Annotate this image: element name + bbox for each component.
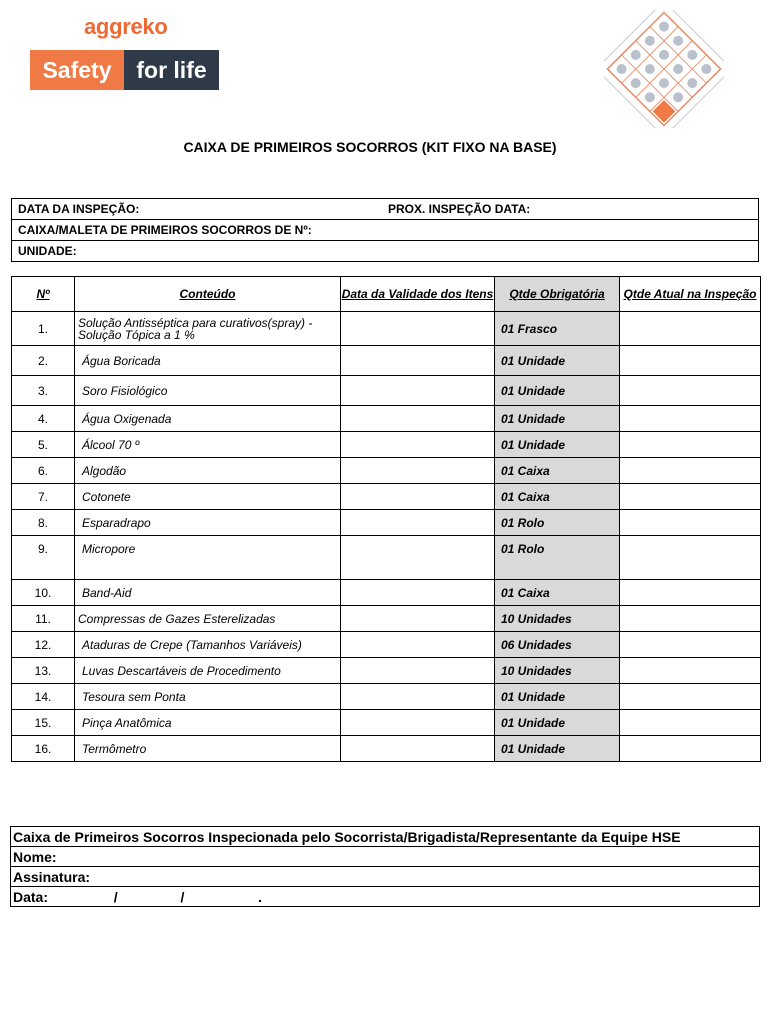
kit-contents-table xyxy=(11,276,761,762)
validity-cell[interactable] xyxy=(341,376,495,406)
table-row xyxy=(12,658,761,684)
table-row xyxy=(12,458,761,484)
row-item: Água Boricada xyxy=(75,346,341,376)
banner-right-text: for life xyxy=(124,50,219,90)
validity-cell[interactable] xyxy=(341,684,495,710)
actual-qty-cell[interactable] xyxy=(620,632,761,658)
actual-qty-cell[interactable] xyxy=(620,606,761,632)
inspection-date-label: DATA DA INSPEÇÃO: xyxy=(18,202,140,216)
kit-number-label: CAIXA/MALETA DE PRIMEIROS SOCORROS DE Nº: xyxy=(12,220,759,241)
date-blanks xyxy=(52,889,262,905)
row-required-qty: 10 Unidades xyxy=(495,606,620,632)
row-number: 2. xyxy=(12,346,75,376)
table-row xyxy=(12,312,761,346)
row-item: Ataduras de Crepe (Tamanhos Variáveis) xyxy=(75,632,341,658)
inspection-date-row xyxy=(12,199,759,220)
row-required-qty: 01 Unidade xyxy=(495,736,620,762)
validity-cell[interactable] xyxy=(341,312,495,346)
actual-qty-cell[interactable] xyxy=(620,484,761,510)
row-number: 4. xyxy=(12,406,75,432)
row-item: Algodão xyxy=(75,458,341,484)
table-row xyxy=(12,510,761,536)
row-required-qty: 01 Caixa xyxy=(495,580,620,606)
actual-qty-cell[interactable] xyxy=(620,432,761,458)
validity-cell[interactable] xyxy=(341,406,495,432)
brand-name: aggreko xyxy=(84,14,168,39)
actual-qty-cell[interactable] xyxy=(620,510,761,536)
row-number: 14. xyxy=(12,684,75,710)
signature-field[interactable] xyxy=(11,867,760,887)
validity-cell[interactable] xyxy=(341,346,495,376)
table-row xyxy=(12,346,761,376)
row-item: Água Oxigenada xyxy=(75,406,341,432)
signature-label: Assinatura: xyxy=(13,868,91,885)
row-required-qty: 01 Rolo xyxy=(495,510,620,536)
row-required-qty: 01 Unidade xyxy=(495,406,620,432)
table-row xyxy=(12,376,761,406)
actual-qty-cell[interactable] xyxy=(620,710,761,736)
name-field[interactable] xyxy=(11,847,760,867)
row-number: 13. xyxy=(12,658,75,684)
row-number: 10. xyxy=(12,580,75,606)
date-separator: / xyxy=(180,888,185,905)
actual-qty-cell[interactable] xyxy=(620,312,761,346)
row-item: Band-Aid xyxy=(75,580,341,606)
inspection-info-table xyxy=(11,198,759,262)
table-row xyxy=(12,484,761,510)
row-number: 9. xyxy=(12,536,75,580)
row-required-qty: 01 Caixa xyxy=(495,458,620,484)
validity-cell[interactable] xyxy=(341,580,495,606)
row-required-qty: 01 Unidade xyxy=(495,710,620,736)
table-row xyxy=(12,684,761,710)
row-item: Álcool 70 º xyxy=(75,432,341,458)
actual-qty-cell[interactable] xyxy=(620,684,761,710)
table-row xyxy=(12,580,761,606)
date-field[interactable] xyxy=(11,887,760,907)
date-end: . xyxy=(258,888,263,905)
unit-label: UNIDADE: xyxy=(12,241,759,262)
row-required-qty: 01 Caixa xyxy=(495,484,620,510)
next-inspection-label: PROX. INSPEÇÃO DATA: xyxy=(388,202,531,216)
row-number: 16. xyxy=(12,736,75,762)
table-row xyxy=(12,406,761,432)
signoff-table xyxy=(10,826,760,907)
validity-cell[interactable] xyxy=(341,458,495,484)
row-required-qty: 01 Unidade xyxy=(495,376,620,406)
safety-rules-emblem-icon xyxy=(604,10,724,128)
actual-qty-cell[interactable] xyxy=(620,536,761,580)
validity-cell[interactable] xyxy=(341,510,495,536)
row-item: Tesoura sem Ponta xyxy=(75,684,341,710)
validity-cell[interactable] xyxy=(341,484,495,510)
actual-qty-cell[interactable] xyxy=(620,658,761,684)
row-number: 5. xyxy=(12,432,75,458)
row-number: 6. xyxy=(12,458,75,484)
actual-qty-cell[interactable] xyxy=(620,458,761,484)
row-required-qty: 01 Unidade xyxy=(495,346,620,376)
date-separator: / xyxy=(113,888,118,905)
header-required-qty: Qtde Obrigatória xyxy=(495,277,620,312)
row-required-qty: 06 Unidades xyxy=(495,632,620,658)
validity-cell[interactable] xyxy=(341,432,495,458)
row-number: 8. xyxy=(12,510,75,536)
actual-qty-cell[interactable] xyxy=(620,346,761,376)
row-number: 1. xyxy=(12,312,75,346)
row-item: Termômetro xyxy=(75,736,341,762)
row-item: Luvas Descartáveis de Procedimento xyxy=(75,658,341,684)
row-item: Esparadrapo xyxy=(75,510,341,536)
table-row xyxy=(12,536,761,580)
validity-cell[interactable] xyxy=(341,536,495,580)
row-required-qty: 01 Unidade xyxy=(495,432,620,458)
table-row xyxy=(12,432,761,458)
row-number: 11. xyxy=(12,606,75,632)
actual-qty-cell[interactable] xyxy=(620,376,761,406)
validity-cell[interactable] xyxy=(341,632,495,658)
row-required-qty: 01 Rolo xyxy=(495,536,620,580)
validity-cell[interactable] xyxy=(341,710,495,736)
row-item: Cotonete xyxy=(75,484,341,510)
validity-cell[interactable] xyxy=(341,736,495,762)
actual-qty-cell[interactable] xyxy=(620,736,761,762)
row-item: Soro Fisiológico xyxy=(75,376,341,406)
banner-left-text: Safety xyxy=(30,50,124,90)
safety-for-life-banner xyxy=(30,50,219,90)
row-item: Solução Antisséptica para curativos(spray) - Solução Tópica a 1 % xyxy=(75,312,341,346)
row-required-qty: 01 Unidade xyxy=(495,684,620,710)
table-row xyxy=(12,710,761,736)
row-number: 12. xyxy=(12,632,75,658)
table-row xyxy=(12,736,761,762)
header-number: Nº xyxy=(12,277,75,312)
name-label: Nome: xyxy=(13,848,57,865)
validity-cell[interactable] xyxy=(341,658,495,684)
signoff-heading: Caixa de Primeiros Socorros Inspecionada pelo Socorrista/Brigadista/Representante da Equipe HSE xyxy=(11,827,760,847)
actual-qty-cell[interactable] xyxy=(620,406,761,432)
row-number: 7. xyxy=(12,484,75,510)
row-number: 3. xyxy=(12,376,75,406)
row-number: 15. xyxy=(12,710,75,736)
date-label: Data: xyxy=(13,888,49,905)
header-actual-qty: Qtde Atual na Inspeção xyxy=(620,277,761,312)
table-row xyxy=(12,606,761,632)
validity-cell[interactable] xyxy=(341,606,495,632)
row-item: Micropore xyxy=(75,536,341,580)
header-validity: Data da Validade dos Itens xyxy=(341,277,495,312)
document-title: CAIXA DE PRIMEIROS SOCORROS (KIT FIXO NA BASE) xyxy=(183,139,557,155)
row-item: Compressas de Gazes Esterelizadas xyxy=(75,606,341,632)
table-header-row xyxy=(12,277,761,312)
table-row xyxy=(12,632,761,658)
row-item: Pinça Anatômica xyxy=(75,710,341,736)
row-required-qty: 10 Unidades xyxy=(495,658,620,684)
header-content: Conteúdo xyxy=(75,277,341,312)
actual-qty-cell[interactable] xyxy=(620,580,761,606)
row-required-qty: 01 Frasco xyxy=(495,312,620,346)
